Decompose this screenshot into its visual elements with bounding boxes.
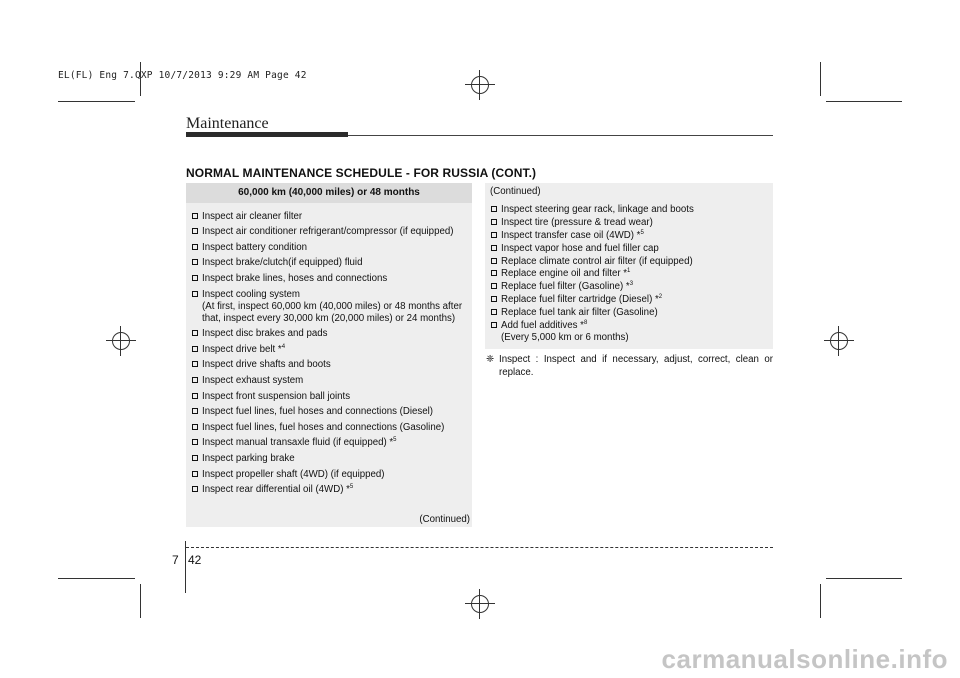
checkbox-icon — [192, 361, 198, 367]
checkbox-icon — [192, 424, 198, 430]
item-text: Inspect cooling system — [202, 288, 300, 300]
checklist-item — [192, 422, 466, 434]
checklist-item — [491, 320, 767, 344]
registration-mark-bottom — [465, 589, 495, 619]
checkbox-icon — [192, 213, 198, 219]
checkbox-icon — [491, 232, 497, 238]
item-text: Replace fuel filter (Gasoline) * — [501, 281, 630, 293]
checklist-item — [491, 230, 767, 242]
footnote-ref: 5 — [393, 437, 397, 444]
interval-heading: 60,000 km (40,000 miles) or 48 months — [186, 183, 472, 203]
inspect-note — [485, 354, 773, 379]
checkbox-icon — [192, 346, 198, 352]
checklist-item — [192, 484, 466, 496]
checkbox-icon — [491, 296, 497, 302]
footnote-ref: 3 — [629, 281, 634, 288]
continued-label: (Continued) — [419, 514, 470, 525]
checkbox-icon — [192, 275, 198, 281]
item-text: Inspect parking brake — [202, 452, 295, 464]
checklist-item — [491, 268, 767, 280]
checkbox-icon — [192, 486, 198, 492]
checkbox-icon — [192, 471, 198, 477]
item-text: Inspect brake lines, hoses and connections — [202, 272, 388, 284]
checklist-item — [192, 328, 466, 340]
print-slug: EL(FL) Eng 7.QXP 10/7/2013 9:29 AM Page 42 — [58, 70, 307, 81]
checklist-item — [192, 391, 466, 403]
registration-mark-left — [106, 326, 136, 356]
header-rule — [348, 135, 773, 136]
section-title: NORMAL MAINTENANCE SCHEDULE - FOR RUSSIA (CONT.) — [186, 166, 537, 180]
checklist-item — [491, 243, 767, 255]
footer-divider — [185, 541, 186, 593]
checklist-item — [192, 273, 466, 285]
checkbox-icon — [192, 244, 198, 250]
checkbox-icon — [192, 377, 198, 383]
item-subtext: (At first, inspect 60,000 km (40,000 miles) or 48 months after that, inspect every 30,000 km (20,000 miles) or 24 months) — [202, 300, 463, 324]
checklist-item — [192, 469, 466, 481]
item-text: Inspect manual transaxle fluid (if equipped) * — [202, 437, 394, 449]
checkbox-icon — [491, 206, 497, 212]
registration-mark-right — [824, 326, 854, 356]
checkbox-icon — [192, 291, 198, 297]
crop-mark — [820, 62, 821, 96]
item-subtext: (Every 5,000 km or 6 months) — [501, 332, 629, 344]
item-text: Inspect tire (pressure & tread wear) — [501, 216, 653, 228]
footnote-ref: 1 — [627, 268, 631, 275]
note-text: Inspect : Inspect and if necessary, adjust, correct, clean or replace. — [499, 354, 773, 378]
checklist-item — [491, 217, 767, 229]
schedule-column-left — [186, 183, 472, 527]
item-text: Replace fuel filter cartridge (Diesel) * — [501, 294, 659, 306]
item-text: Inspect disc brakes and pads — [202, 328, 328, 340]
crop-mark — [826, 101, 902, 102]
item-text: Replace fuel tank air filter (Gasoline) — [501, 307, 658, 319]
checklist-item — [491, 294, 767, 306]
continued-label: (Continued) — [490, 186, 541, 197]
schedule-column-right — [485, 183, 773, 349]
checklist-item — [491, 307, 767, 319]
item-text: Inspect drive shafts and boots — [202, 359, 331, 371]
item-text: Inspect front suspension ball joints — [202, 390, 351, 402]
checklist-item — [192, 257, 466, 269]
item-text: Inspect fuel lines, fuel hoses and connections (Diesel) — [202, 406, 434, 418]
crop-mark — [140, 584, 141, 618]
item-text: Inspect fuel lines, fuel hoses and connections (Gasoline) — [202, 421, 445, 433]
footnote-ref: 4 — [281, 343, 286, 350]
footnote-ref: 5 — [349, 484, 354, 491]
checklist-item — [192, 344, 466, 356]
checkbox-icon — [491, 283, 497, 289]
registration-mark-top — [465, 70, 495, 100]
footnote-ref: 5 — [640, 229, 644, 236]
checkbox-icon — [491, 309, 497, 315]
checkbox-icon — [491, 219, 497, 225]
crop-mark — [820, 584, 821, 618]
item-text: Inspect drive belt * — [202, 343, 282, 355]
footnote-ref: 2 — [658, 294, 663, 301]
page-number: 42 — [188, 553, 202, 567]
footer-rule — [186, 547, 773, 548]
checkbox-icon — [192, 259, 198, 265]
item-text: Replace climate control air filter (if equipped) — [501, 255, 693, 267]
checklist-item — [192, 242, 466, 254]
item-text: Inspect propeller shaft (4WD) (if equipped) — [202, 468, 385, 480]
checkbox-icon — [491, 270, 497, 276]
checklist-item — [192, 289, 466, 325]
watermark: carmanualsonline.info — [661, 644, 948, 674]
chapter-number: 7 — [172, 553, 179, 567]
checklist-item — [192, 211, 466, 223]
page-title: Maintenance — [186, 115, 269, 132]
checklist-item — [491, 256, 767, 268]
checklist-item — [192, 226, 466, 238]
checkbox-icon — [192, 393, 198, 399]
checkbox-icon — [491, 258, 497, 264]
item-text: Inspect brake/clutch(if equipped) fluid — [202, 257, 363, 269]
crop-mark — [58, 578, 135, 579]
checkbox-icon — [192, 408, 198, 414]
item-text: Inspect steering gear rack, linkage and boots — [501, 204, 694, 215]
item-text: Inspect transfer case oil (4WD) * — [501, 229, 641, 241]
item-text: Inspect exhaust system — [202, 374, 304, 386]
item-text: Inspect rear differential oil (4WD) * — [202, 484, 350, 496]
checklist-item — [491, 204, 767, 216]
checklist-item — [192, 453, 466, 465]
note-symbol-icon: ❈ — [486, 354, 495, 365]
item-text: Inspect battery condition — [202, 241, 308, 253]
checkbox-icon — [491, 245, 497, 251]
checklist-item — [192, 437, 466, 449]
checkbox-icon — [192, 330, 198, 336]
footnote-ref: 8 — [583, 320, 588, 327]
crop-mark — [826, 578, 902, 579]
checklist-item — [192, 359, 466, 371]
checkbox-icon — [192, 228, 198, 234]
checklist-item — [491, 281, 767, 293]
checklist-item — [192, 406, 466, 418]
checkbox-icon — [491, 322, 497, 328]
checklist-item — [192, 375, 466, 387]
checkbox-icon — [192, 439, 198, 445]
crop-mark — [58, 101, 135, 102]
item-text: Inspect vapor hose and fuel filler cap — [501, 242, 659, 254]
item-text: Inspect air conditioner refrigerant/compressor (if equipped) — [202, 226, 454, 238]
right-item-list — [485, 198, 773, 344]
checkbox-icon — [192, 455, 198, 461]
header-bar — [186, 132, 348, 137]
left-item-list — [186, 203, 472, 496]
item-text: Replace engine oil and filter * — [501, 268, 628, 280]
item-text: Inspect air cleaner filter — [202, 210, 303, 222]
item-text: Add fuel additives * — [501, 320, 584, 332]
